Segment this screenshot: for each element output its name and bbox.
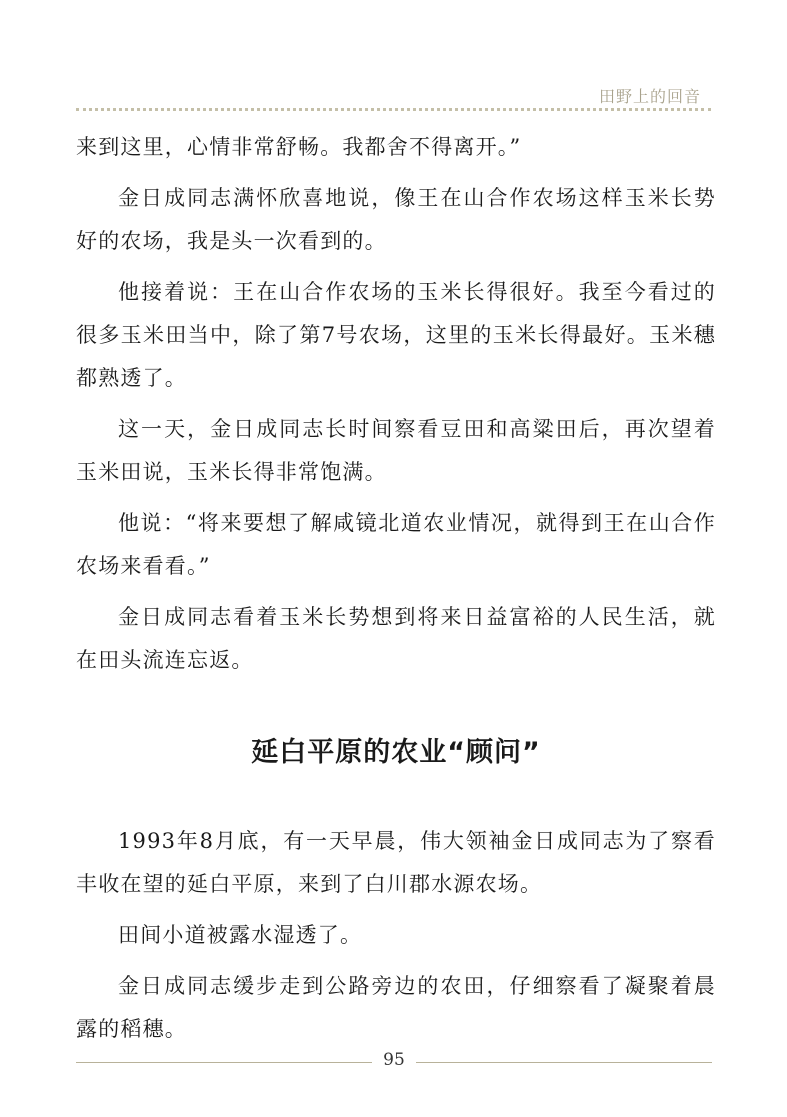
section-title: 延白平原的农业“顾问” — [251, 737, 541, 768]
paragraph: 他说：“将来要想了解咸镜北道农业情况，就得到王在山合作农场来看看。” — [76, 511, 716, 578]
paragraph: 他接着说：王在山合作农场的玉米长得很好。我至今看过的很多玉米田当中，除了第7号农场，这里的玉米长得最好。玉米穗都熟透了。 — [76, 280, 716, 390]
section-body-text — [76, 820, 716, 1051]
paragraph: 金日成同志缓步走到公路旁边的农田，仔细察看了凝聚着晨露的稻穗。 — [76, 974, 716, 1041]
paragraph: 金日成同志看着玉米长势想到将来日益富裕的人民生活，就在田头流连忘返。 — [76, 605, 716, 672]
running-head-title: 田野上的回音 — [598, 87, 701, 106]
paragraph: 这一天，金日成同志长时间察看豆田和高粱田后，再次望着玉米田说，玉米长得非常饱满。 — [76, 417, 716, 484]
header-dotted-divider — [76, 108, 711, 111]
body-text-block — [76, 126, 716, 682]
page-number: 95 — [383, 1050, 405, 1070]
paragraph: 田间小道被露水湿透了。 — [118, 923, 363, 947]
paragraph: 来到这里，心情非常舒畅。我都舍不得离开。” — [76, 135, 522, 159]
paragraph: 1993年8月底，有一天早晨，伟大领袖金日成同志为了察看丰收在望的延白平原，来到了白川郡水源农场。 — [76, 829, 716, 896]
footer-divider-left — [76, 1062, 372, 1063]
footer-divider-right — [416, 1062, 712, 1063]
paragraph: 金日成同志满怀欣喜地说，像王在山合作农场这样玉米长势好的农场，我是头一次看到的。 — [76, 186, 716, 253]
